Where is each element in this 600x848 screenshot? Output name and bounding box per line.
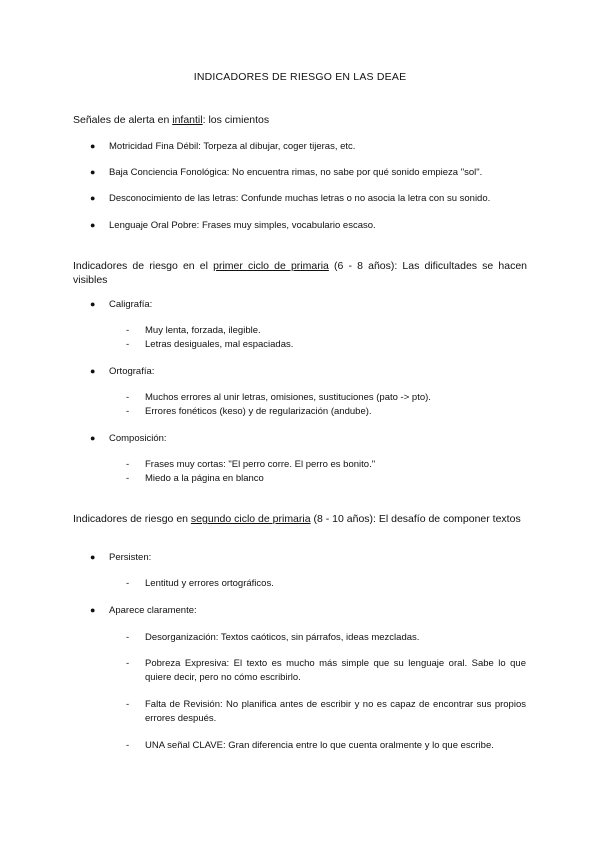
dash-icon: - — [126, 699, 130, 710]
dash-icon: - — [126, 578, 130, 589]
sub-list-item: - Muy lenta, forzada, ilegible. — [126, 325, 261, 336]
bullet-icon: ● — [90, 366, 96, 376]
underlined-term: primer ciclo de primaria — [213, 260, 329, 272]
sub-list-item: - Falta de Revisión: No planifica antes de escribir y no es capaz de encontrar sus propios errores después. — [126, 699, 526, 724]
list-item: ● Caligrafía: — [90, 299, 153, 310]
sub-list-item: - UNA señal CLAVE: Gran diferencia entre lo que cuenta oralmente y lo que escribe. — [126, 740, 494, 751]
list-item: ● Aparece claramente: — [90, 605, 197, 616]
list-item: ● Ortografía: — [90, 366, 155, 377]
sub-list-item: - Errores fonéticos (keso) y de regularización (andube). — [126, 406, 372, 417]
bullet-icon: ● — [90, 433, 96, 443]
list-item: ● Persisten: — [90, 552, 152, 563]
dash-icon: - — [126, 459, 130, 470]
underlined-term: segundo ciclo de primaria — [190, 513, 311, 525]
bullet-icon: ● — [90, 220, 96, 230]
bullet-icon: ● — [90, 552, 96, 562]
bullet-icon: ● — [90, 141, 96, 151]
dash-icon: - — [126, 339, 130, 350]
dash-icon: - — [126, 658, 130, 669]
dash-icon: - — [126, 406, 130, 417]
list-item: ● Desconocimiento de las letras: Confunde muchas letras o no asocia la letra con su sonido. — [90, 193, 491, 204]
bullet-icon: ● — [90, 299, 96, 309]
sub-list-item: - Letras desiguales, mal espaciadas. — [126, 339, 294, 350]
section-heading-segundo-ciclo: Indicadores de riesgo en segundo ciclo de primaria (8 - 10 años): El desafío de componer textos — [73, 513, 521, 525]
dash-icon: - — [126, 632, 130, 643]
bullet-icon: ● — [90, 193, 96, 203]
sub-list-item: - Pobreza Expresiva: El texto es mucho más simple que su lenguaje oral. Sabe lo que quiere decir, pero no cómo escribirlo. — [126, 658, 526, 683]
dash-icon: - — [126, 325, 130, 336]
sub-list-item: - Desorganización: Textos caóticos, sin párrafos, ideas mezcladas. — [126, 632, 420, 643]
bullet-icon: ● — [90, 167, 96, 177]
sub-list-item: - Lentitud y errores ortográficos. — [126, 578, 274, 589]
dash-icon: - — [126, 740, 130, 751]
section-heading-primer-ciclo: Indicadores de riesgo en el primer ciclo de primaria (6 - 8 años): Las dificultades se hacen visibles — [73, 260, 527, 286]
sub-list-item: - Miedo a la página en blanco — [126, 473, 264, 484]
underlined-term: infantil — [172, 114, 203, 126]
bullet-icon: ● — [90, 605, 96, 615]
list-item: ● Motricidad Fina Débil: Torpeza al dibujar, coger tijeras, etc. — [90, 141, 356, 152]
list-item: ● Composición: — [90, 433, 167, 444]
sub-list-item: - Frases muy cortas: "El perro corre. El perro es bonito." — [126, 459, 376, 470]
list-item: ● Baja Conciencia Fonológica: No encuentra rimas, no sabe por qué sonido empieza "sol". — [90, 167, 483, 178]
sub-list-item: - Muchos errores al unir letras, omisiones, sustituciones (pato -> pto). — [126, 392, 431, 403]
section-heading-infantil: Señales de alerta en infantil: los cimientos — [73, 114, 270, 126]
list-item: ● Lenguaje Oral Pobre: Frases muy simples, vocabulario escaso. — [90, 220, 376, 231]
dash-icon: - — [126, 473, 130, 484]
dash-icon: - — [126, 392, 130, 403]
page-title: INDICADORES DE RIESGO EN LAS DEAE — [193, 71, 407, 83]
